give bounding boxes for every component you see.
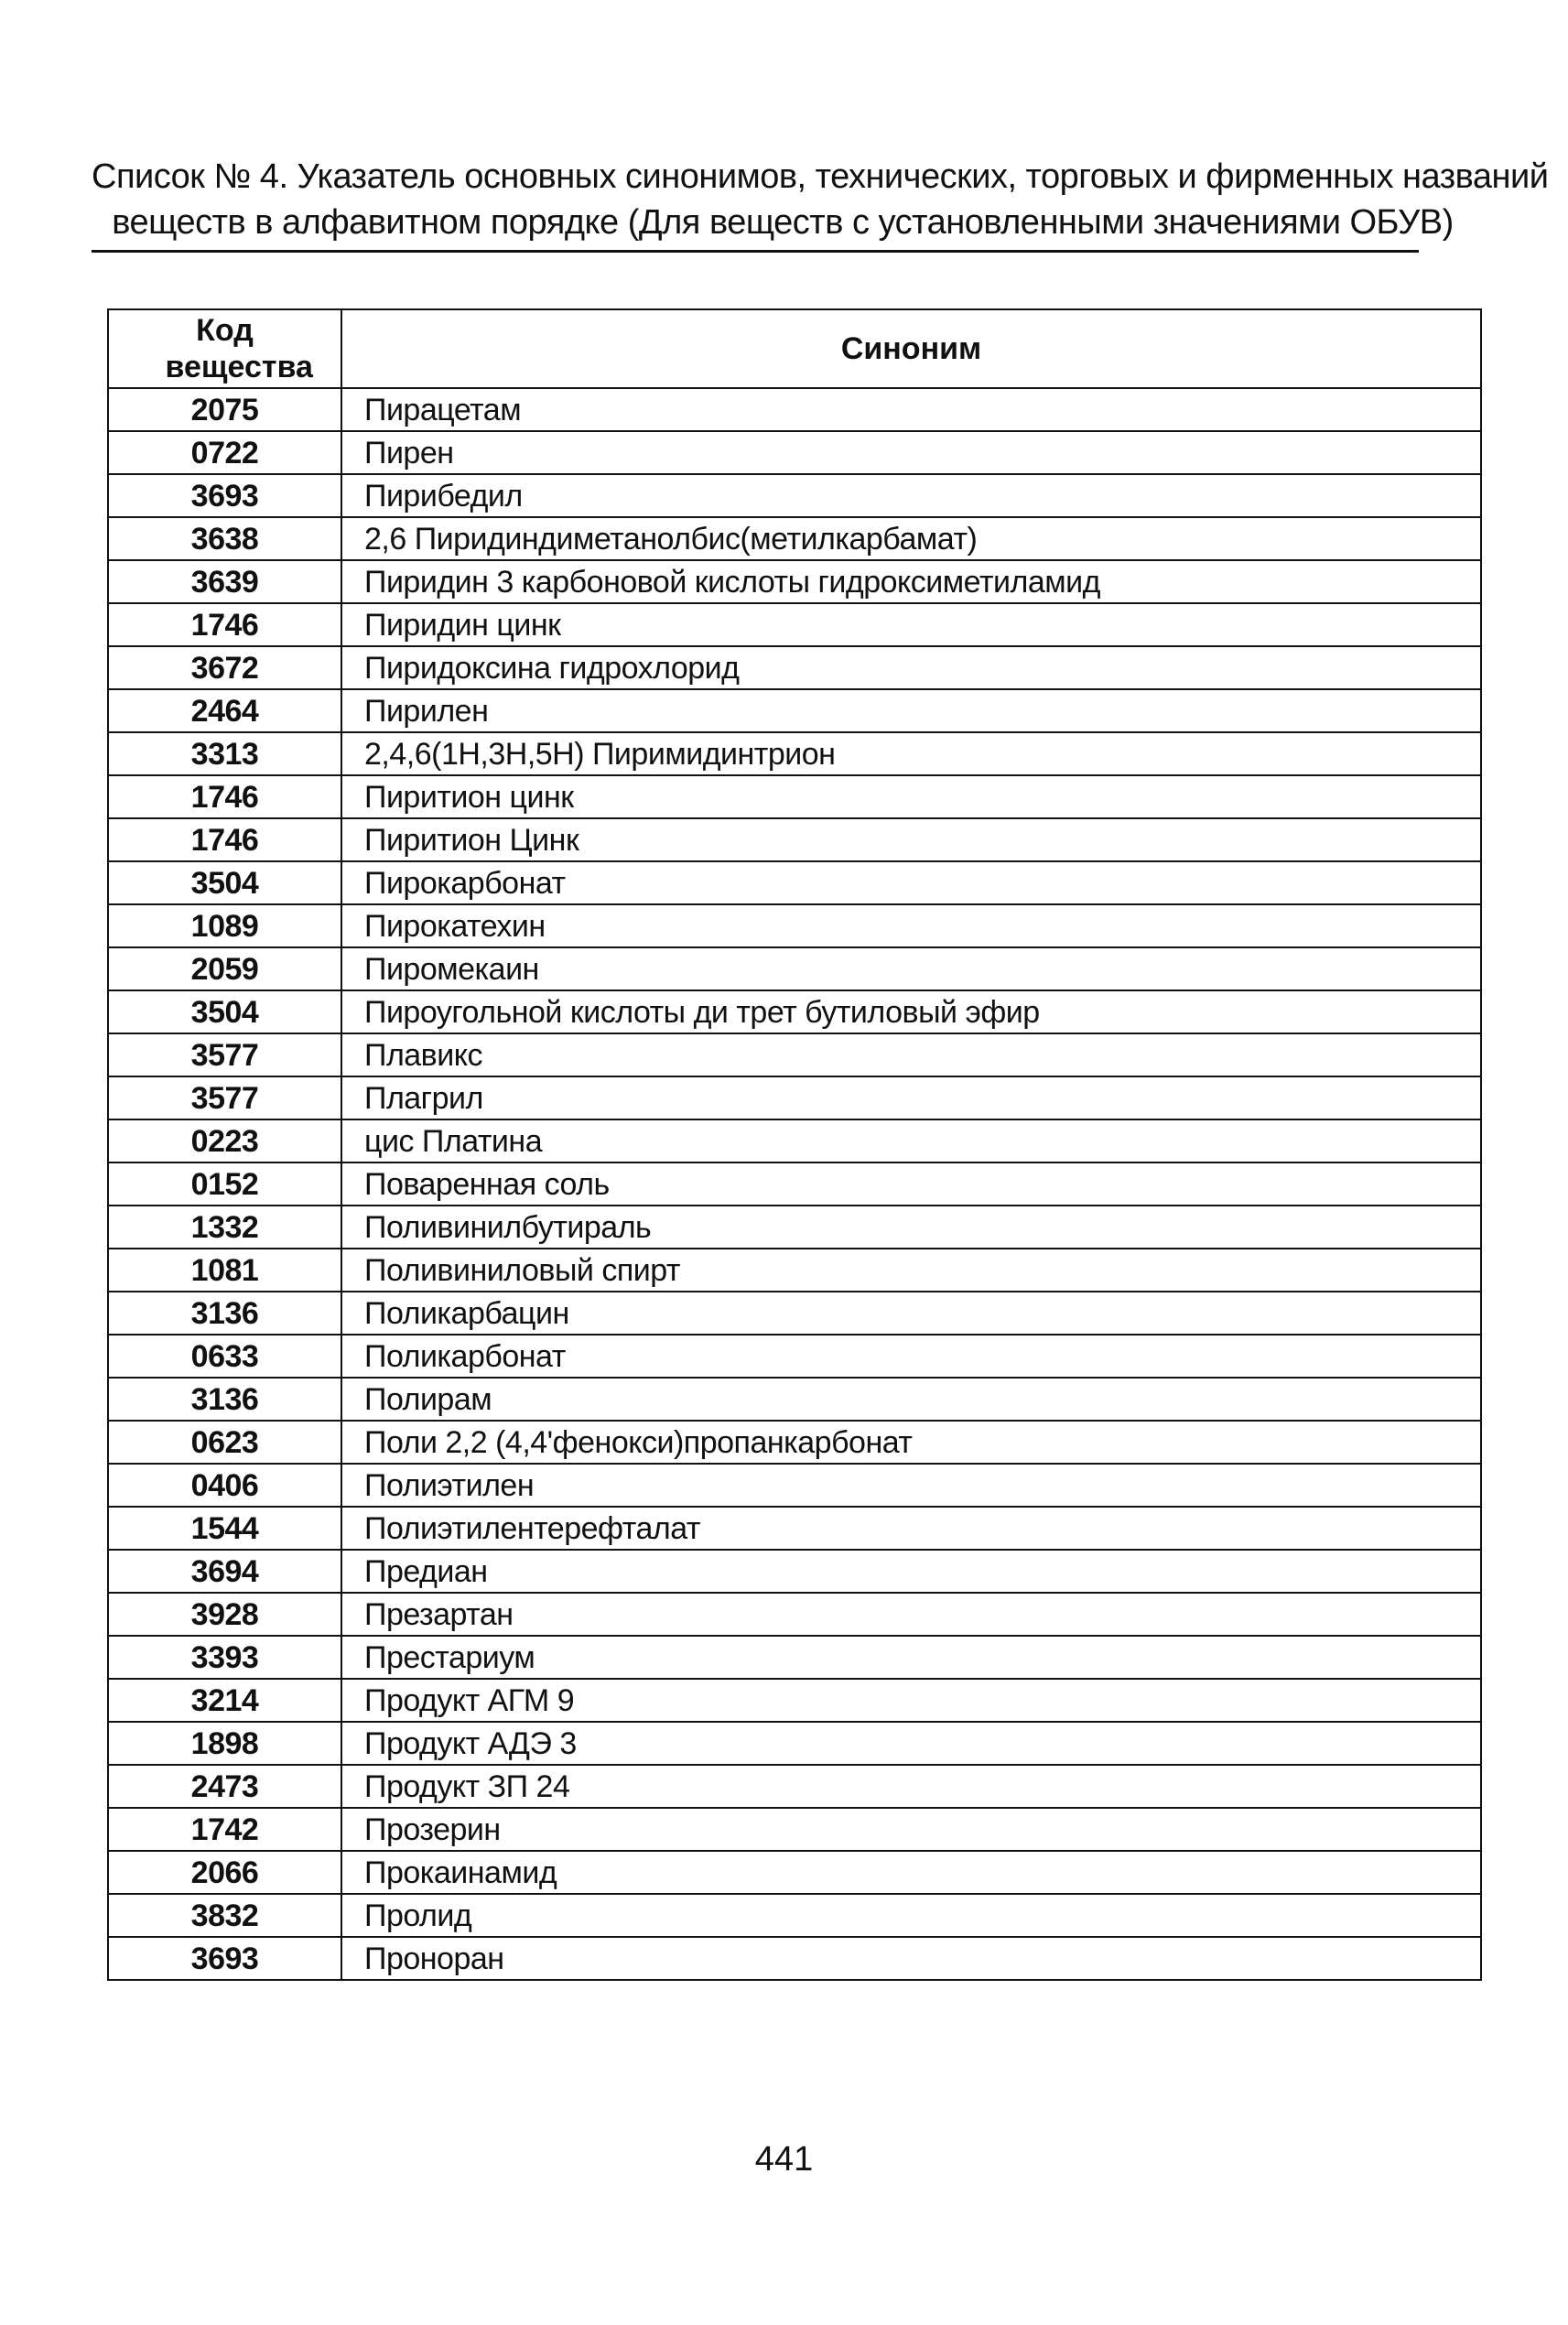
synonym-cell: Полиэтилен [341,1464,1481,1507]
substance-code-cell: 1332 [108,1206,341,1249]
synonym-cell: Пирокарбонат [341,861,1481,904]
synonym-cell: Проноран [341,1937,1481,1980]
substance-code-cell: 1746 [108,775,341,818]
table-row [108,1464,1481,1507]
column-header-code-label: Код вещества [165,313,313,384]
substance-code-cell: 1746 [108,603,341,646]
table-row [108,474,1481,517]
substance-code-cell: 2075 [108,388,341,431]
synonym-cell: Пиромекаин [341,947,1481,990]
synonym-cell: Пиритион цинк [341,775,1481,818]
substance-code-cell: 2066 [108,1851,341,1894]
page-title-line-1: Список № 4. Указатель основных синонимов, технических, торговых и фирменных названий [92,157,1549,196]
synonym-cell: 2,4,6(1Н,3Н,5Н) Пиримидинтрион [341,732,1481,775]
substance-code-cell: 0223 [108,1119,341,1162]
table-row [108,1033,1481,1076]
table-row [108,1765,1481,1808]
synonym-cell: Пирен [341,431,1481,474]
synonym-cell: цис Платина [341,1119,1481,1162]
substance-code-cell: 0633 [108,1335,341,1378]
synonym-cell: Прозерин [341,1808,1481,1851]
table-row [108,1679,1481,1722]
synonym-cell: 2,6 Пиридиндиметанолбис(метилкарбамат) [341,517,1481,560]
table-row [108,431,1481,474]
table-row [108,1292,1481,1335]
substance-code-cell: 3136 [108,1292,341,1335]
table-row [108,646,1481,689]
substance-code-cell: 3928 [108,1593,341,1636]
table-row [108,775,1481,818]
synonym-cell: Поваренная соль [341,1162,1481,1206]
synonym-cell: Пиридин цинк [341,603,1481,646]
substance-code-cell: 3672 [108,646,341,689]
substance-code-cell: 1544 [108,1507,341,1550]
synonym-cell: Пиридин 3 карбоновой кислоты гидроксиметиламид [341,560,1481,603]
substance-code-cell: 1081 [108,1249,341,1292]
substance-code-cell: 2464 [108,689,341,732]
synonym-cell: Прокаинамид [341,1851,1481,1894]
table-row [108,1851,1481,1894]
column-header-synonym: Синоним [341,309,1481,388]
table-row [108,1937,1481,1980]
substance-code-cell: 3136 [108,1378,341,1421]
table-row [108,388,1481,431]
title-underline [92,250,1419,253]
table-row [108,1636,1481,1679]
table-row [108,1808,1481,1851]
substance-code-cell: 3214 [108,1679,341,1722]
substance-code-cell: 3638 [108,517,341,560]
synonym-cell: Поли 2,2 (4,4'фенокси)пропанкарбонат [341,1421,1481,1464]
page-number: 441 [754,2140,814,2179]
table-row [108,990,1481,1033]
table-row [108,861,1481,904]
substance-code-cell: 2059 [108,947,341,990]
synonym-cell: Продукт ЗП 24 [341,1765,1481,1808]
synonym-cell: Предиан [341,1550,1481,1593]
table-row [108,603,1481,646]
table-row [108,904,1481,947]
synonym-cell: Поливинилбутираль [341,1206,1481,1249]
table-row [108,1894,1481,1937]
substance-code-cell: 3832 [108,1894,341,1937]
table-row [108,947,1481,990]
table-row [108,1593,1481,1636]
substance-code-cell: 0406 [108,1464,341,1507]
synonym-cell: Пироугольной кислоты ди трет бутиловый эфир [341,990,1481,1033]
table-row [108,1249,1481,1292]
table-row [108,1550,1481,1593]
substance-code-cell: 3313 [108,732,341,775]
table-row [108,560,1481,603]
table-row [108,1378,1481,1421]
table-row [108,1507,1481,1550]
substance-code-cell: 3393 [108,1636,341,1679]
page-title-line-2: веществ в алфавитном порядке (Для веществ с установленными значениями ОБУВ) [112,203,1454,242]
synonym-cell: Пирилен [341,689,1481,732]
substance-code-cell: 3693 [108,1937,341,1980]
table-row [108,1076,1481,1119]
column-header-code [108,309,341,388]
substance-code-cell: 1742 [108,1808,341,1851]
substance-code-cell: 2473 [108,1765,341,1808]
table-row [108,1335,1481,1378]
synonym-cell: Поливиниловый спирт [341,1249,1481,1292]
substance-code-cell: 3504 [108,990,341,1033]
substance-code-cell: 1089 [108,904,341,947]
synonym-cell: Пролид [341,1894,1481,1937]
substance-code-cell: 0722 [108,431,341,474]
synonym-cell: Пирокатехин [341,904,1481,947]
synonym-cell: Пирибедил [341,474,1481,517]
table-row [108,689,1481,732]
synonym-table [107,308,1482,1981]
table-body [108,388,1481,1980]
substance-code-cell: 3577 [108,1076,341,1119]
table-row [108,818,1481,861]
substance-code-cell: 1898 [108,1722,341,1765]
synonym-cell: Поликарбонат [341,1335,1481,1378]
synonym-cell: Полирам [341,1378,1481,1421]
synonym-cell: Плагрил [341,1076,1481,1119]
synonym-cell: Пиритион Цинк [341,818,1481,861]
synonym-cell: Презартан [341,1593,1481,1636]
table-row [108,1421,1481,1464]
synonym-cell: Полиэтилентерефталат [341,1507,1481,1550]
substance-code-cell: 3577 [108,1033,341,1076]
table-row [108,1722,1481,1765]
synonym-cell: Плавикс [341,1033,1481,1076]
substance-code-cell: 3504 [108,861,341,904]
table-row [108,732,1481,775]
substance-code-cell: 3639 [108,560,341,603]
substance-code-cell: 1746 [108,818,341,861]
page-title [92,154,1549,245]
table-row [108,1119,1481,1162]
substance-code-cell: 3693 [108,474,341,517]
substance-code-cell: 0623 [108,1421,341,1464]
synonym-cell: Пиридоксина гидрохлорид [341,646,1481,689]
substance-code-cell: 0152 [108,1162,341,1206]
synonym-cell: Поликарбацин [341,1292,1481,1335]
table-row [108,1162,1481,1206]
table-header-row [108,309,1481,388]
synonym-cell: Продукт АГМ 9 [341,1679,1481,1722]
synonym-cell: Продукт АДЭ 3 [341,1722,1481,1765]
synonym-cell: Пирацетам [341,388,1481,431]
table-row [108,1206,1481,1249]
substance-code-cell: 3694 [108,1550,341,1593]
synonym-cell: Престариум [341,1636,1481,1679]
table-row [108,517,1481,560]
